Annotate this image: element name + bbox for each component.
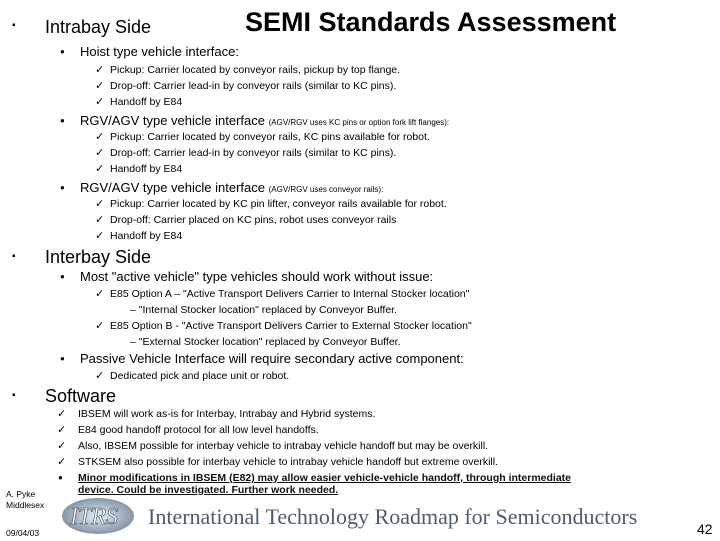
list-item: Dedicated pick and place unit or robot. (110, 370, 290, 382)
checkmark-icon: ✓ (57, 456, 67, 468)
page-number: 42 (697, 521, 713, 537)
list-item: – "Internal Stocker location" replaced by Conveyor Buffer. (130, 304, 397, 316)
highlight-line-2: device. Could be investigated. Further work needed. (78, 484, 339, 496)
highlight-line-1: Minor modifications in IBSEM (E82) may allow easier vehicle-vehicle handoff, through intermediate (78, 472, 572, 484)
circle-bullet-icon: ● (58, 473, 63, 482)
list-item: Pickup: Carrier located by conveyor rails, KC pins available for robot. (110, 131, 430, 143)
list-item: Handoff by E84 (110, 230, 183, 242)
rgv-label-text: RGV/AGV type vehicle interface (80, 113, 269, 128)
hoist-label: Hoist type vehicle interface: (80, 44, 239, 59)
section-heading-software: Software (45, 386, 117, 406)
list-item: Handoff by E84 (110, 163, 183, 175)
itrs-logo (58, 496, 658, 536)
checkmark-icon: ✓ (95, 320, 105, 332)
circle-bullet-icon: ● (60, 354, 65, 363)
section-heading-intrabay: Intrabay Side (45, 17, 152, 37)
checkmark-icon: ✓ (95, 163, 105, 175)
section-heading-interbay: Interbay Side (45, 247, 152, 267)
checkmark-icon: ✓ (57, 408, 67, 420)
checkmark-icon: ✓ (95, 370, 105, 382)
square-bullet-icon: ▪ (12, 20, 16, 31)
rgv-note: (AGV/RGV uses conveyor rails): (268, 185, 384, 194)
logo-text: International Technology Roadmap for Semiconductors (148, 504, 638, 529)
list-item: E85 Option B - "Active Transport Delivers Carrier to External Stocker location" (110, 320, 472, 332)
square-bullet-icon: ▪ (12, 251, 16, 262)
rgv-note: (AGV/RGV uses KC pins or option fork lift flanges): (268, 118, 450, 127)
circle-bullet-icon: ● (60, 183, 65, 192)
checkmark-icon: ✓ (95, 96, 105, 108)
list-item: E84 good handoff protocol for all low level handoffs. (78, 424, 319, 436)
circle-bullet-icon: ● (60, 47, 65, 56)
list-item: Handoff by E84 (110, 96, 183, 108)
checkmark-icon: ✓ (95, 80, 105, 92)
checkmark-icon: ✓ (57, 440, 67, 452)
list-item: STKSEM also possible for interbay vehicle to intrabay vehicle handoff but extreme overkill. (78, 456, 499, 468)
list-item: Drop-off: Carrier lead-in by conveyor rails (similar to KC pins). (110, 80, 397, 92)
list-item: IBSEM will work as-is for Interbay, Intrabay and Hybrid systems. (78, 408, 376, 420)
list-item: Also, IBSEM possible for interbay vehicle to intrabay vehicle handoff but may be overkill. (78, 440, 489, 452)
rgv-label-text: RGV/AGV type vehicle interface (80, 180, 269, 195)
author-affiliation: Middlesex (6, 500, 45, 510)
author-name: A. Pyke (6, 489, 36, 499)
list-item: Drop-off: Carrier lead-in by conveyor rails (similar to KC pins). (110, 147, 397, 159)
itrs-logo-graphic (58, 496, 658, 536)
passive-vehicle-label: Passive Vehicle Interface will require secondary active component: (80, 351, 464, 366)
rgv-label-1 (80, 113, 449, 128)
logo-mark: ITRS (70, 504, 118, 530)
list-item: Drop-off: Carrier placed on KC pins, robot uses conveyor rails (110, 214, 397, 226)
list-item: – "External Stocker location" replaced by Conveyor Buffer. (130, 336, 401, 348)
page-title: SEMI Standards Assessment (245, 7, 617, 37)
checkmark-icon: ✓ (95, 64, 105, 76)
list-item: E85 Option A – "Active Transport Delivers Carrier to Internal Stocker location" (110, 288, 470, 300)
checkmark-icon: ✓ (95, 288, 105, 300)
checkmark-icon: ✓ (95, 230, 105, 242)
rgv-label-2 (80, 180, 383, 195)
list-item: Pickup: Carrier located by conveyor rails, pickup by top flange. (110, 64, 401, 76)
active-vehicle-label: Most "active vehicle" type vehicles should work without issue: (80, 269, 434, 284)
checkmark-icon: ✓ (95, 131, 105, 143)
checkmark-icon: ✓ (95, 147, 105, 159)
checkmark-icon: ✓ (57, 424, 67, 436)
circle-bullet-icon: ● (60, 272, 65, 281)
checkmark-icon: ✓ (95, 198, 105, 210)
circle-bullet-icon: ● (60, 116, 65, 125)
list-item: Pickup: Carrier located by KC pin lifter, conveyor rails available for robot. (110, 198, 447, 210)
square-bullet-icon: ▪ (12, 390, 16, 401)
checkmark-icon: ✓ (95, 214, 105, 226)
footer-date: 09/04/03 (6, 528, 40, 538)
